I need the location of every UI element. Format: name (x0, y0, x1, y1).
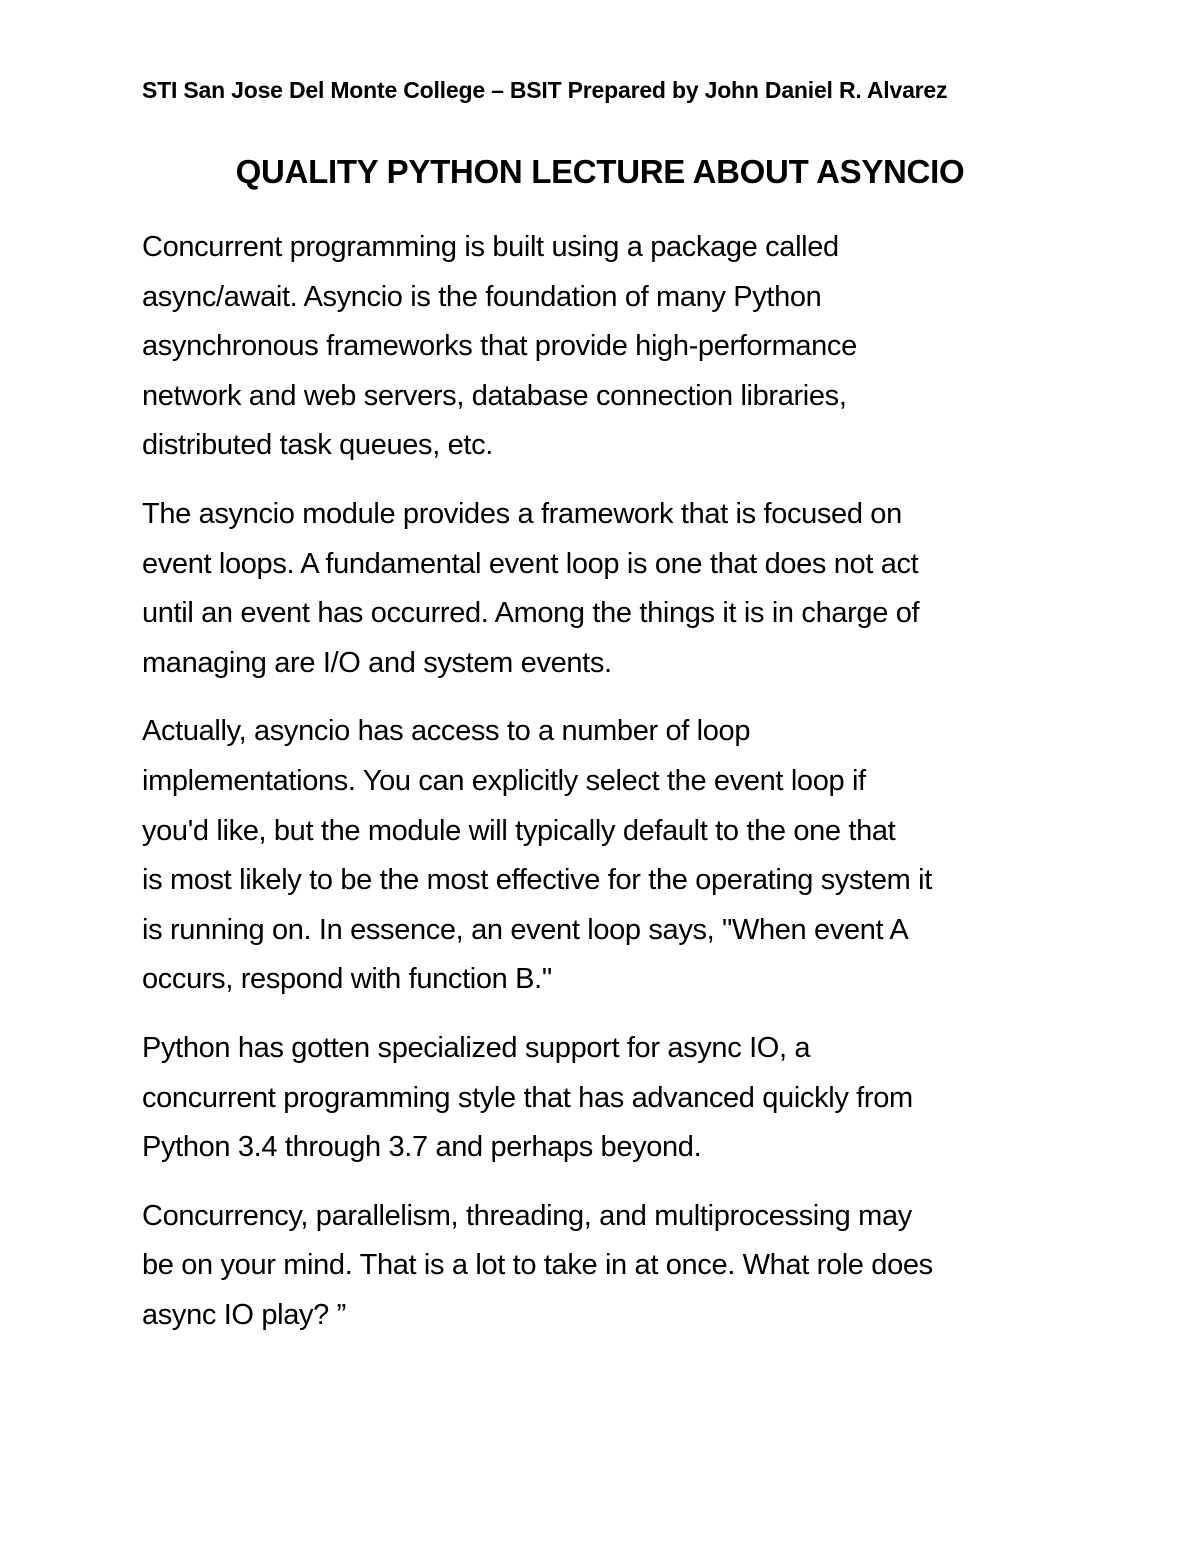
text-line: is most likely to be the most effective for the operating system it (142, 864, 932, 897)
text-line: implementations. You can explicitly select the event loop if (142, 764, 866, 797)
paragraph-5 (142, 1192, 1077, 1341)
text-line: Python has gotten specialized support for async IO, a (142, 1031, 811, 1064)
text-line: distributed task queues, etc. (142, 429, 493, 462)
text-line: Actually, asyncio has access to a number of loop (142, 715, 751, 748)
paragraph-3 (142, 707, 1077, 1005)
document-body (142, 223, 1077, 1359)
text-line: The asyncio module provides a framework that is focused on (142, 497, 902, 530)
text-line: asynchronous frameworks that provide high-performance (142, 330, 857, 363)
document-header: STI San Jose Del Monte College – BSIT Prepared by John Daniel R. Alvarez (142, 77, 948, 103)
text-line: Python 3.4 through 3.7 and perhaps beyond. (142, 1131, 702, 1164)
text-line: you'd like, but the module will typically default to the one that (142, 814, 896, 847)
text-line: is running on. In essence, an event loop says, "When event A (142, 913, 909, 946)
paragraph-2 (142, 490, 1077, 688)
paragraph-4 (142, 1024, 1077, 1173)
text-line: async/await. Asyncio is the foundation of many Python (142, 280, 822, 313)
text-line: until an event has occurred. Among the things it is in charge of (142, 597, 920, 630)
text-line: managing are I/O and system events. (142, 646, 612, 679)
text-line: Concurrency, parallelism, threading, and multiprocessing may (142, 1199, 912, 1232)
document-title: QUALITY PYTHON LECTURE ABOUT ASYNCIO (235, 153, 965, 190)
text-line: network and web servers, database connection libraries, (142, 379, 847, 412)
text-line: concurrent programming style that has advanced quickly from (142, 1081, 913, 1114)
paragraph-1 (142, 223, 1077, 471)
text-line: Concurrent programming is built using a package called (142, 231, 839, 263)
text-line: occurs, respond with function B." (142, 963, 552, 996)
text-line: async IO play? ” (142, 1298, 346, 1331)
text-line: be on your mind. That is a lot to take in at once. What role does (142, 1249, 933, 1282)
text-line: event loops. A fundamental event loop is one that does not act (142, 547, 919, 580)
